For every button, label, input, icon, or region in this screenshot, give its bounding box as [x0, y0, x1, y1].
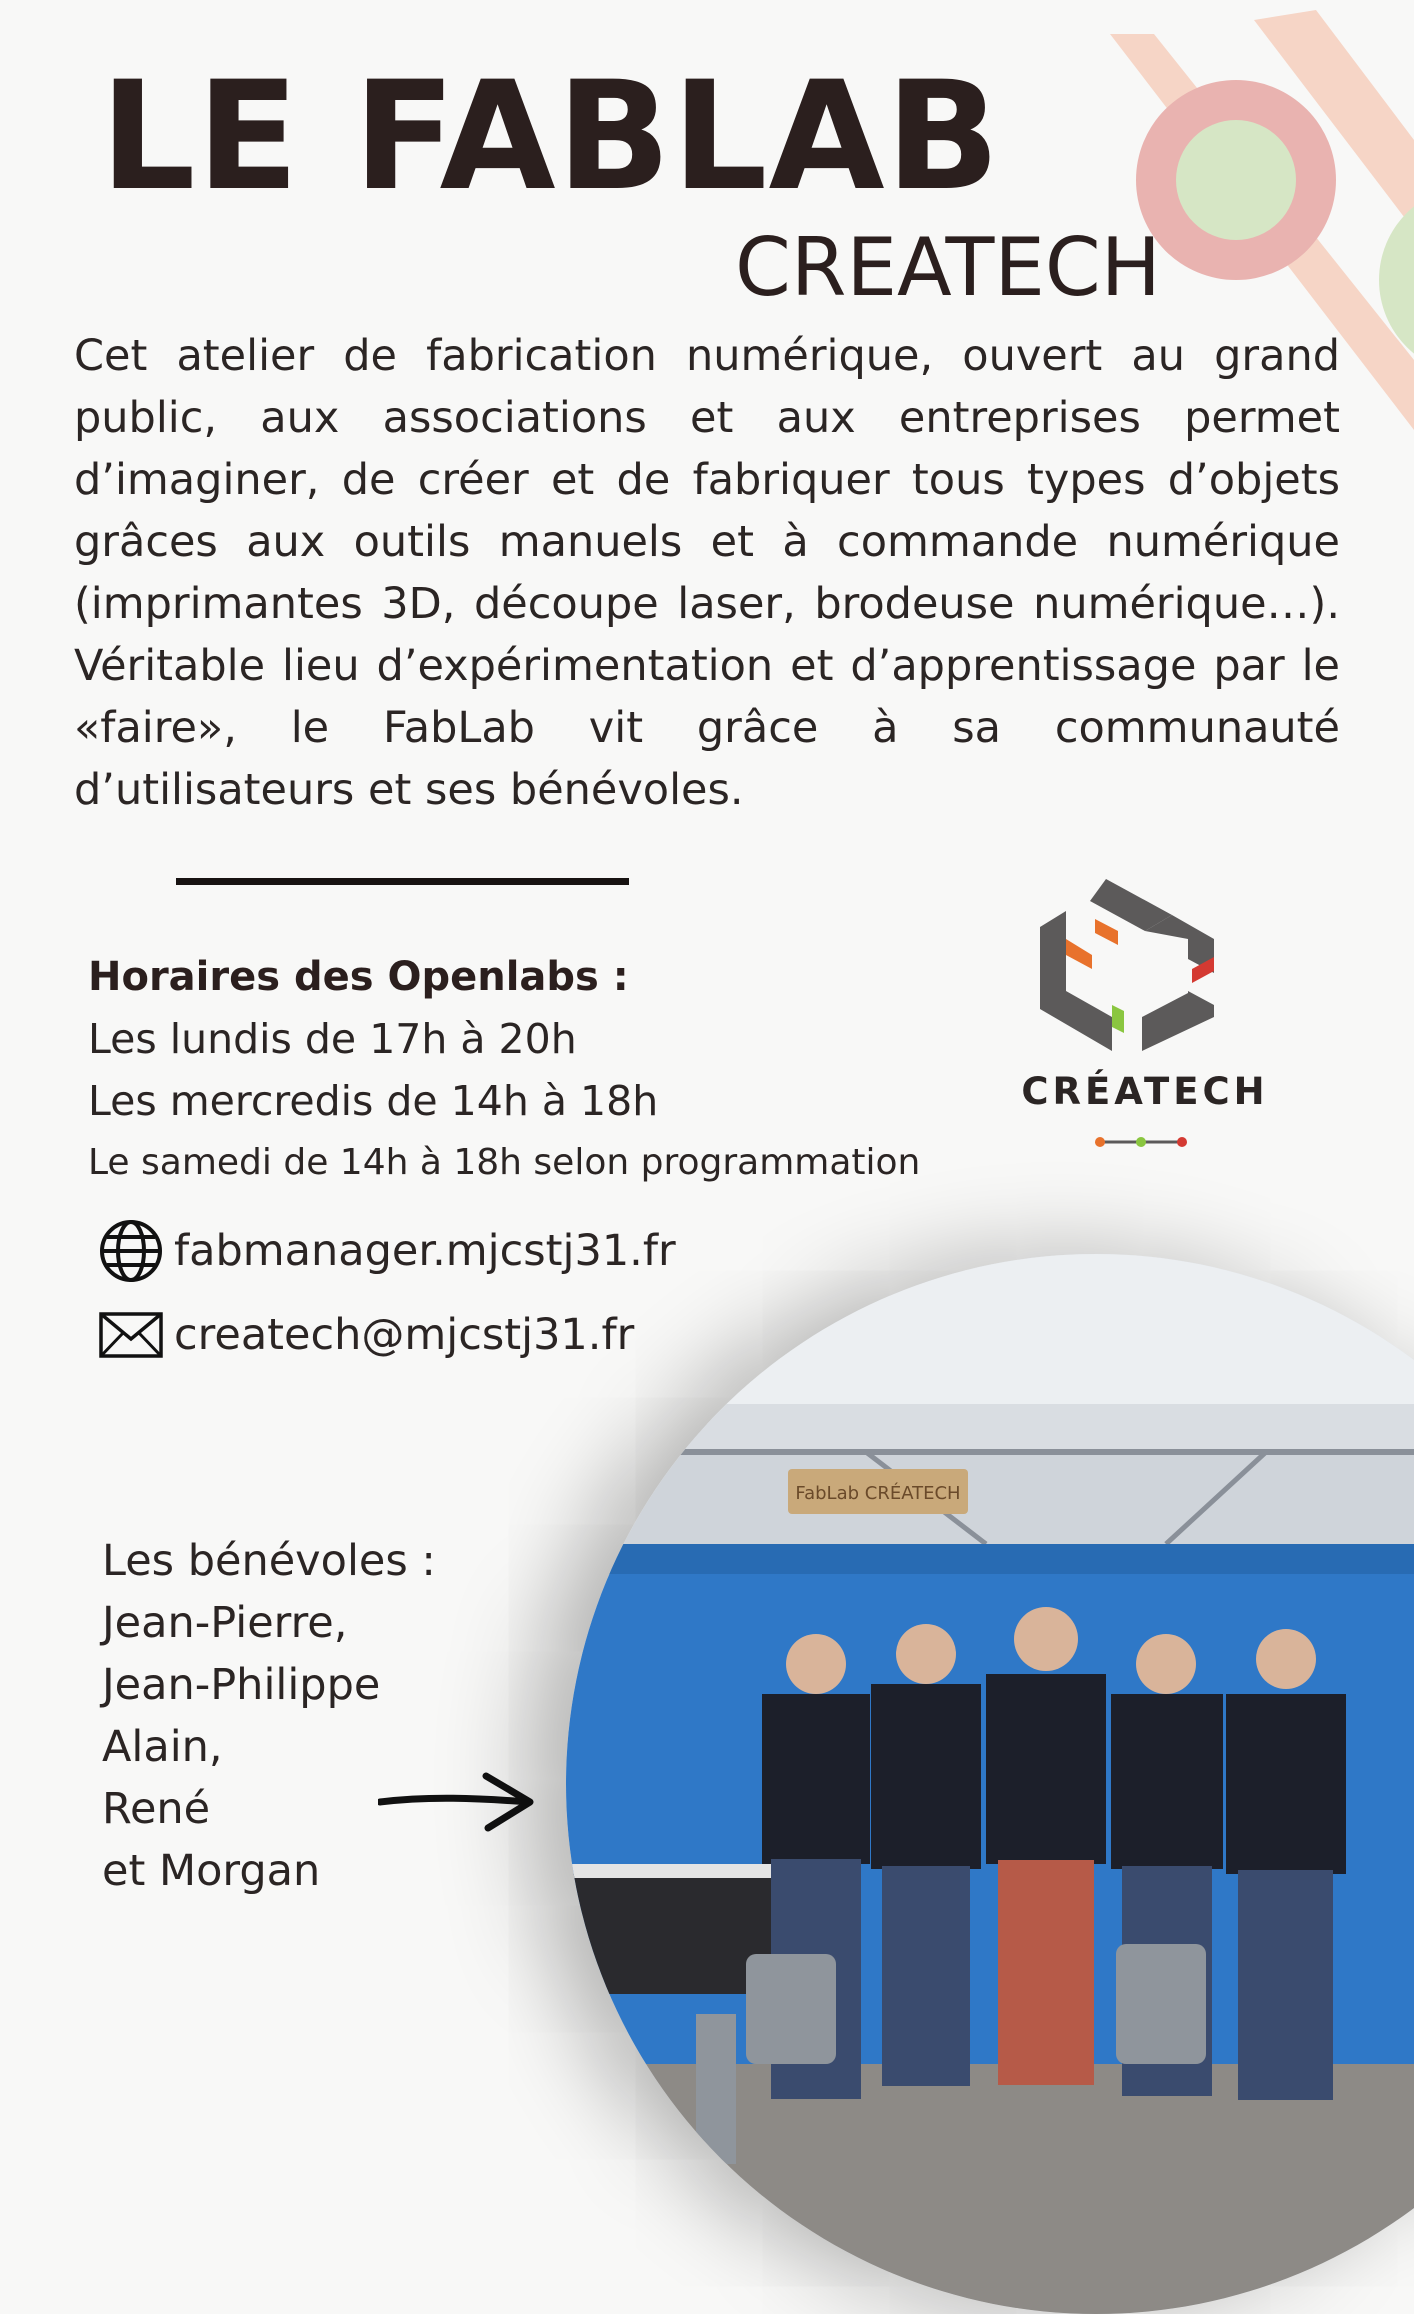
arrow-right-icon: [378, 1770, 538, 1834]
volunteer-name: Jean-Philippe: [102, 1660, 381, 1710]
volunteers-title: Les bénévoles :: [102, 1536, 436, 1586]
photo-sign: FabLab CRÉATECH: [795, 1483, 961, 1504]
hours-section: [88, 946, 1028, 1194]
volunteer-name: Alain,: [102, 1722, 223, 1772]
hours-line: Le samedi de 14h à 18h selon programmation: [88, 1142, 921, 1183]
divider-line: [176, 878, 629, 885]
volunteer-name: René: [102, 1784, 211, 1834]
hours-line: Les mercredis de 14h à 18h: [88, 1077, 659, 1125]
website-link[interactable]: fabmanager.mjcstj31.fr: [174, 1226, 676, 1276]
logo-text: CRÉATECH: [1021, 1070, 1269, 1113]
globe-icon: [98, 1218, 164, 1284]
hours-line: Les lundis de 17h à 20h: [88, 1015, 577, 1063]
createch-logo: [1000, 875, 1290, 1155]
email-link[interactable]: createch@mjcstj31.fr: [174, 1310, 635, 1360]
website-row[interactable]: [98, 1218, 676, 1284]
page-subtitle: CREATECH: [735, 221, 1161, 314]
mail-icon: [98, 1311, 164, 1359]
volunteer-name: Jean-Pierre,: [102, 1598, 348, 1648]
page-title: LE FABLAB: [100, 50, 1001, 224]
volunteers-photo: [566, 1254, 1414, 2314]
volunteers-list: [102, 1530, 582, 1902]
intro-paragraph: Cet atelier de fabrication numérique, ouvert au grand public, aux associations et aux entreprises permet d’imaginer, de créer et de fabriquer tous types d’objets grâces aux outils manuels et à commande numérique (imprimantes 3D, découpe laser, brodeuse numérique…). Véritable lieu d’expérimentation et d’apprentissage par le «faire», le FabLab vit grâce à sa communauté d’utilisateurs et ses bénévoles.: [74, 331, 1340, 815]
hours-title: Horaires des Openlabs :: [88, 954, 629, 1000]
email-row[interactable]: [98, 1310, 634, 1360]
volunteer-name: et Morgan: [102, 1846, 321, 1896]
